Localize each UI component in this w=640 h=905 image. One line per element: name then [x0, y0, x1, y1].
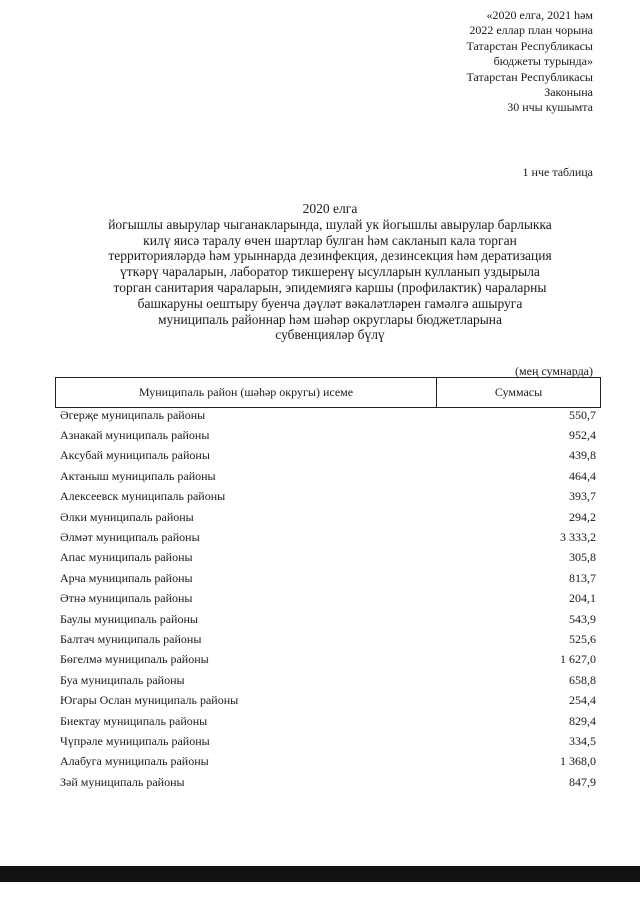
- row-name: Аксубай муниципаль районы: [60, 448, 210, 463]
- table-row: [60, 772, 596, 792]
- row-name: Әтнә муниципаль районы: [60, 591, 193, 606]
- row-name: Бөгелмә муниципаль районы: [60, 652, 209, 667]
- row-sum: 525,6: [569, 631, 596, 646]
- row-sum: 254,4: [569, 693, 596, 708]
- column-header-sum: Суммасы: [494, 385, 543, 399]
- table-row: [60, 629, 596, 649]
- header-note-line: 30 нчы кушымта: [507, 100, 593, 115]
- title-line: муниципаль районнар һәм шәһәр округлары бюджетларына: [157, 311, 502, 327]
- row-sum: 294,2: [569, 509, 596, 524]
- row-name: Азнакай муниципаль районы: [60, 428, 210, 443]
- row-name: Югары Ослан муниципаль районы: [60, 693, 239, 708]
- scan-edge-bar: [0, 866, 640, 882]
- row-sum: 439,8: [569, 448, 596, 463]
- row-name: Әлмәт муниципаль районы: [60, 530, 200, 545]
- table-row: [60, 527, 596, 547]
- document-title: [60, 201, 600, 343]
- table-number: 1 нче таблица: [522, 165, 593, 179]
- row-sum: 543,9: [569, 611, 596, 626]
- row-name: Әлки муниципаль районы: [60, 509, 194, 524]
- row-name: Буа муниципаль районы: [60, 672, 185, 687]
- row-name: Баулы муниципаль районы: [60, 611, 198, 626]
- row-sum: 3 333,2: [560, 530, 596, 545]
- table-row: [60, 507, 596, 527]
- table-row: [60, 548, 596, 568]
- table-row: [60, 752, 596, 772]
- table-header: [55, 377, 601, 408]
- column-header-name: Муниципаль район (шәһәр округы) исеме: [56, 378, 437, 407]
- row-name: Апас муниципаль районы: [60, 550, 193, 565]
- table-row: [60, 405, 596, 425]
- row-sum: 847,9: [569, 774, 596, 789]
- title-line: үткәрү чараларын, лаборатор тикшеренү ысулларын кулланып уздырыла: [120, 264, 540, 280]
- row-sum: 829,4: [569, 713, 596, 728]
- header-note-line: бюджеты турында»: [493, 54, 593, 69]
- row-sum: 1 627,0: [560, 652, 596, 667]
- header-note-line: 2022 еллар план чорына: [469, 23, 593, 38]
- table-row: [60, 609, 596, 629]
- row-sum: 1 368,0: [560, 754, 596, 769]
- header-note-line: «2020 елга, 2021 һәм: [486, 8, 593, 22]
- row-name: Әгерҗе муниципаль районы: [60, 407, 206, 422]
- table-row: [60, 446, 596, 466]
- row-sum: 550,7: [569, 407, 596, 422]
- row-name: Чүпрәле муниципаль районы: [60, 733, 210, 748]
- title-line: 2020 елга: [302, 201, 358, 216]
- row-sum: 813,7: [569, 570, 596, 585]
- row-sum: 393,7: [569, 489, 596, 504]
- row-name: Арча муниципаль районы: [60, 570, 193, 585]
- table-row: [60, 425, 596, 445]
- table-row: [60, 487, 596, 507]
- header-note: [343, 8, 593, 116]
- row-sum: 952,4: [569, 428, 596, 443]
- row-name: Алабуга муниципаль районы: [60, 754, 209, 769]
- table-row: [60, 731, 596, 751]
- title-line: килү яисә таралу өчен шартлар булган һәм сакланып кала торган: [143, 232, 517, 248]
- title-line: торган санитария чараларын, эпидемиягә каршы (профилактик) чараларны: [113, 279, 547, 295]
- row-name: Балтач муниципаль районы: [60, 631, 202, 646]
- row-sum: 334,5: [569, 733, 596, 748]
- row-sum: 464,4: [569, 468, 596, 483]
- row-sum: 658,8: [569, 672, 596, 687]
- title-line: территорияләрдә һәм урыннарда дезинфекция, дезинсекция һәм дератизация: [108, 248, 552, 264]
- header-note-line: Татарстан Республикасы: [466, 38, 593, 53]
- header-note-line: Законына: [544, 85, 593, 100]
- row-sum: 305,8: [569, 550, 596, 565]
- table-row: [60, 650, 596, 670]
- header-note-line: Татарстан Республикасы: [466, 69, 593, 84]
- title-line: субвенцияләр бүлү: [275, 327, 385, 343]
- table-row: [60, 670, 596, 690]
- table-row: [60, 690, 596, 710]
- title-line: йогышлы авырулар чыганакларында, шулай ук йогышлы авырулар барлыкка: [108, 216, 552, 232]
- title-line: башкаруны оештыру буенча дәүләт вәкаләтләрен гамәлгә ашыруга: [137, 295, 523, 311]
- table-row: [60, 711, 596, 731]
- row-name: Биектау муниципаль районы: [60, 713, 208, 728]
- table-row: [60, 466, 596, 486]
- row-name: Алексеевск муниципаль районы: [60, 489, 226, 504]
- row-name: Зәй муниципаль районы: [60, 774, 185, 789]
- row-sum: 204,1: [569, 591, 596, 606]
- table-row: [60, 589, 596, 609]
- table-body: [60, 405, 596, 792]
- table-row: [60, 568, 596, 588]
- units-note: (мең сумнарда): [515, 364, 593, 378]
- row-name: Актаныш муниципаль районы: [60, 468, 216, 483]
